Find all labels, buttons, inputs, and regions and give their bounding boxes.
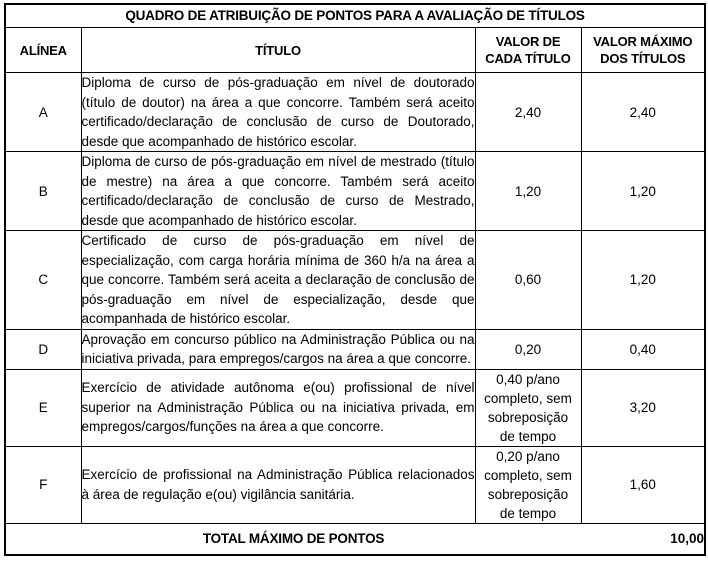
valor-line: de tempo bbox=[499, 505, 557, 521]
header-valor-cada-titulo-line2: CADA TÍTULO bbox=[485, 51, 571, 66]
table-row bbox=[5, 73, 705, 152]
table-header-row bbox=[5, 28, 705, 73]
row-descricao: Aprovação em concurso público na Administração Pública ou na iniciativa privada, para empregos/cargos na área a que concorre. bbox=[81, 329, 475, 369]
row-alinea: D bbox=[5, 329, 81, 369]
header-valor-maximo-line1: VALOR MÁXIMO bbox=[593, 34, 693, 49]
row-alinea: F bbox=[5, 446, 81, 523]
valor-line: 0,40 p/ano bbox=[496, 371, 560, 387]
table-row bbox=[5, 446, 705, 523]
valor-line: completo, sem bbox=[484, 390, 572, 406]
row-valor-maximo: 2,40 bbox=[581, 73, 705, 152]
row-valor-maximo: 1,60 bbox=[581, 446, 705, 523]
table-row bbox=[5, 329, 705, 369]
valor-line: 0,20 p/ano bbox=[496, 448, 560, 464]
row-valor-cada-titulo: 2,40 bbox=[475, 73, 581, 152]
header-valor-cada-titulo-line1: VALOR DE bbox=[495, 34, 561, 49]
row-valor-cada-titulo: 0,60 bbox=[475, 231, 581, 330]
total-row bbox=[5, 523, 705, 555]
valor-line: sobreposição bbox=[487, 486, 569, 502]
row-alinea: E bbox=[5, 369, 81, 446]
row-descricao: Exercício de atividade autônoma e(ou) profissional de nível superior na Administração Pública ou na iniciativa privada, em empregos/cargos/funções na área a que concorre. bbox=[81, 369, 475, 446]
valor-line: completo, sem bbox=[484, 467, 572, 483]
row-valor-cada-titulo bbox=[475, 369, 581, 446]
header-valor-cada-titulo bbox=[475, 28, 581, 73]
row-valor-cada-titulo: 0,20 bbox=[475, 329, 581, 369]
row-valor-cada-titulo bbox=[475, 446, 581, 523]
row-valor-maximo: 3,20 bbox=[581, 369, 705, 446]
row-descricao: Certificado de curso de pós-graduação em nível de especialização, com carga horária mínima de 360 h/a na área a que concorre. Também será aceita a declaração de conclusão de pós-graduação em nível de especialização, desde que acompanhada de histórico escolar. bbox=[81, 231, 475, 330]
table-title-row bbox=[5, 4, 705, 28]
row-descricao: Exercício de profissional na Administração Pública relacionados à área de regulação e(ou) vigilância sanitária. bbox=[81, 446, 475, 523]
row-descricao: Diploma de curso de pós-graduação em nível de doutorado (título de doutor) na área a que concorre. Também será aceito certificado/declaração de conclusão de curso de Doutorado, desde que acompanhado de histórico escolar. bbox=[81, 73, 475, 152]
total-value: 10,00 bbox=[581, 523, 705, 555]
titles-scoring-table bbox=[4, 3, 706, 556]
header-valor-maximo-line2: DOS TÍTULOS bbox=[600, 51, 686, 66]
row-alinea: A bbox=[5, 73, 81, 152]
header-valor-maximo-titulos bbox=[581, 28, 705, 73]
table-row bbox=[5, 231, 705, 330]
row-alinea: C bbox=[5, 231, 81, 330]
row-descricao: Diploma de curso de pós-graduação em nível de mestrado (título de mestre) na área a que concorre. Também será aceito certificado/declaração de conclusão de curso de Mestrado, desde que acompanhado de histórico escolar. bbox=[81, 152, 475, 231]
total-label: TOTAL MÁXIMO DE PONTOS bbox=[5, 523, 581, 555]
table-title: QUADRO DE ATRIBUIÇÃO DE PONTOS PARA A AVALIAÇÃO DE TÍTULOS bbox=[5, 4, 705, 28]
row-valor-maximo: 0,40 bbox=[581, 329, 705, 369]
table-row bbox=[5, 369, 705, 446]
table-row bbox=[5, 152, 705, 231]
valor-line: de tempo bbox=[499, 428, 557, 444]
row-alinea: B bbox=[5, 152, 81, 231]
row-valor-maximo: 1,20 bbox=[581, 152, 705, 231]
row-valor-cada-titulo: 1,20 bbox=[475, 152, 581, 231]
row-valor-maximo: 1,20 bbox=[581, 231, 705, 330]
valor-line: sobreposição bbox=[487, 409, 569, 425]
header-titulo: TÍTULO bbox=[81, 28, 475, 73]
header-alinea: ALÍNEA bbox=[5, 28, 81, 73]
